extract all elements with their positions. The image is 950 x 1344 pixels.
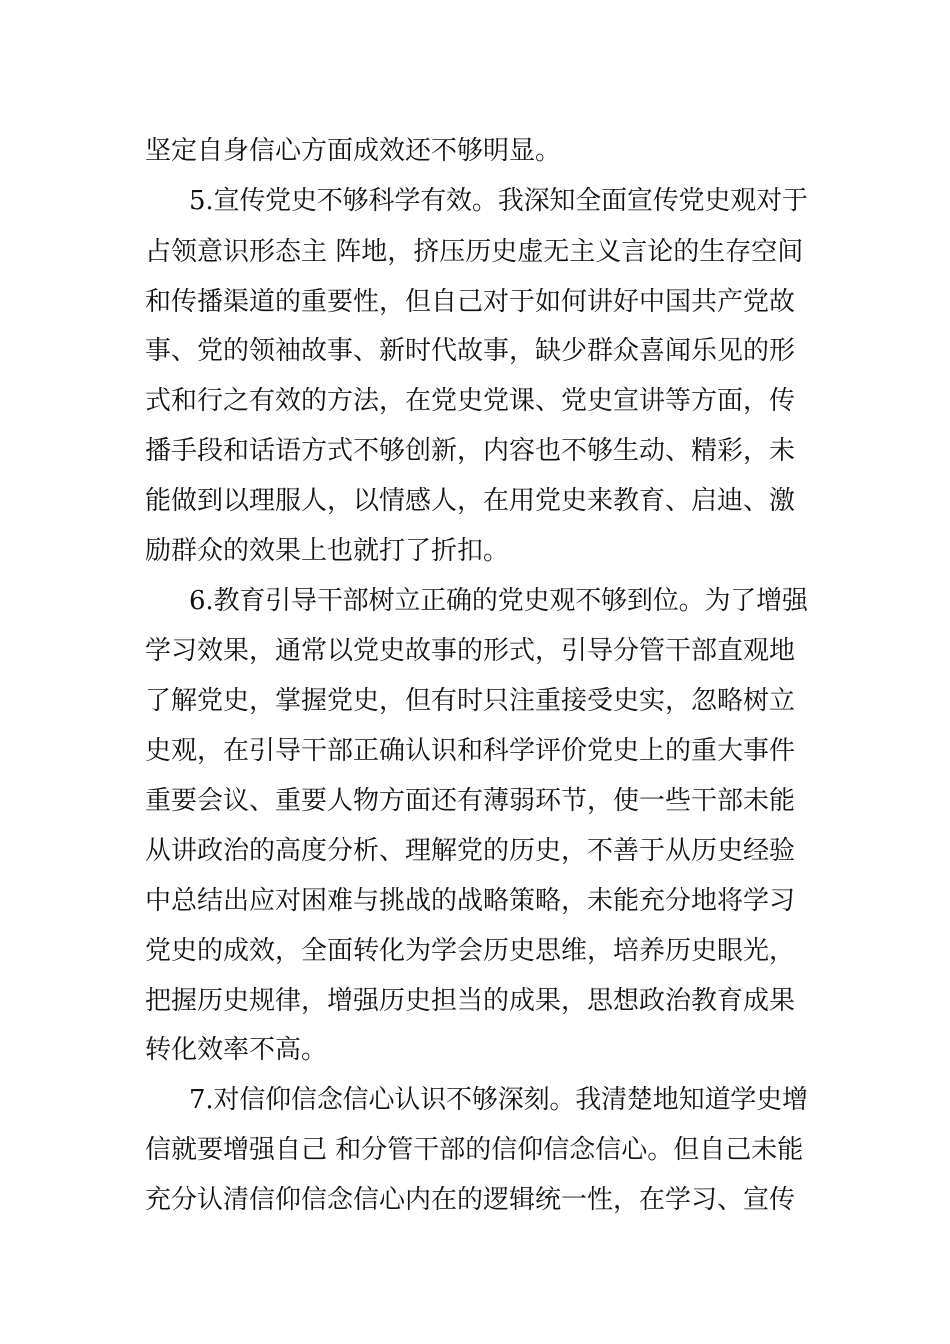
text-line: 和传播渠道的重要性，但自己对于如何讲好中国共产党故 (145, 287, 796, 317)
text-line: 把握历史规律，增强历史担当的成果，思想政治教育成果 (145, 986, 796, 1016)
text-line: 党史的成效，全面转化为学会历史思维，培养历史眼光， (145, 936, 796, 966)
text-line: 充分认清信仰信念信心内在的逻辑统一性，在学习、宣传 (145, 1185, 796, 1215)
paragraph-7-start: 7.对信仰信念信心认识不够深刻。我清楚地知道学史增 (189, 1085, 808, 1115)
paragraph-6-start: 6.教育引导干部树立正确的党史观不够到位。为了增强 (189, 586, 808, 616)
text-line: 从讲政治的高度分析、理解党的历史，不善于从历史经验 (145, 836, 796, 866)
text-line: 能做到以理服人，以情感人，在用党史来教育、启迪、激 (145, 486, 796, 516)
text-line: 事、党的领袖故事、新时代故事，缺少群众喜闻乐见的形 (145, 336, 796, 366)
text-line: 史观，在引导干部正确认识和科学评价党史上的重大事件 (145, 736, 796, 766)
text-line: 学习效果，通常以党史故事的形式，引导分管干部直观地 (145, 636, 796, 666)
text-line: 中总结出应对困难与挑战的战略策略，未能充分地将学习 (145, 886, 796, 916)
text-line: 式和行之有效的方法，在党史党课、党史宣讲等方面，传 (145, 386, 796, 416)
paragraph-5-start: 5.宣传党史不够科学有效。我深知全面宣传党史观对于 (189, 186, 808, 216)
text-line: 励群众的效果上也就打了折扣。 (145, 536, 510, 566)
text-line: 转化效率不高。 (145, 1035, 328, 1065)
text-line: 播手段和话语方式不够创新，内容也不够生动、精彩，未 (145, 436, 796, 466)
text-line: 坚定自身信心方面成效还不够明显。 (145, 136, 562, 166)
text-line: 重要会议、重要人物方面还有薄弱环节，使一些干部未能 (145, 786, 796, 816)
text-line: 信就要增强自己 和分管干部的信仰信念信心。但自己未能 (145, 1135, 804, 1165)
text-line: 了解党史，掌握党史，但有时只注重接受史实，忽略树立 (145, 686, 796, 716)
text-line: 占领意识形态主 阵地，挤压历史虚无主义言论的生存空间 (145, 237, 804, 267)
